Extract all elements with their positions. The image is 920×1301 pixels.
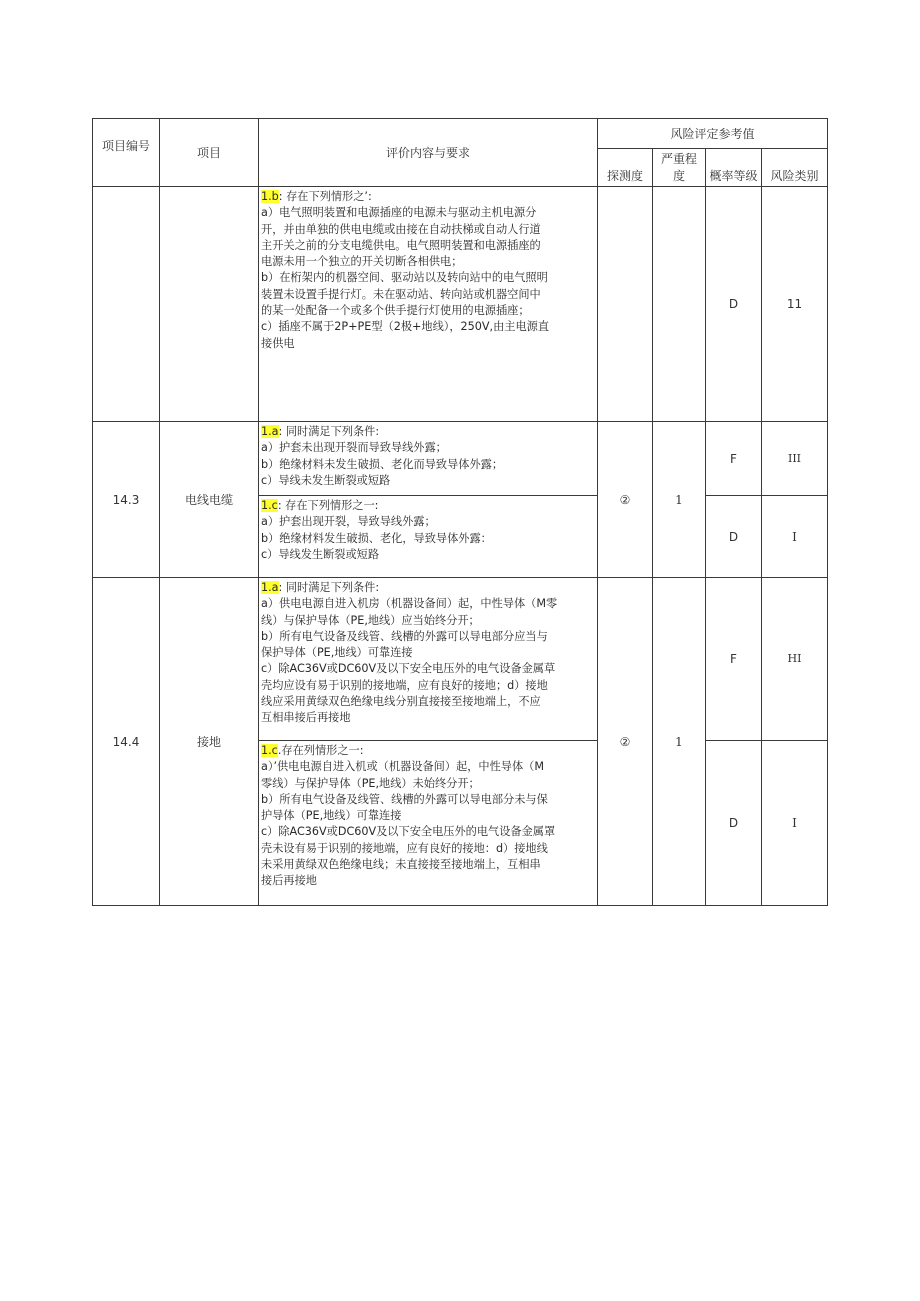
content-line — [261, 824, 595, 840]
header-severity-line2: 度 — [672, 168, 685, 183]
content-line-text: a）电气照明装置和电源插座的电源未与驱动主机电源分 — [261, 206, 537, 220]
content-line-text: 接后再接地 — [261, 874, 317, 888]
content-line — [261, 254, 595, 270]
content-line — [261, 841, 595, 857]
content-line — [261, 424, 595, 440]
s143-c-probability: D — [706, 496, 762, 578]
content-line — [261, 498, 595, 514]
content-line-text: 线）与保护导体（PE,地线）应当始终分开； — [261, 613, 480, 627]
content-line — [261, 303, 595, 319]
content-line — [261, 205, 595, 221]
content-line — [261, 661, 595, 677]
s144-a-content — [259, 578, 598, 741]
content-line — [261, 514, 595, 530]
content-line-text: a）护套未出现开裂而导致导线外露； — [261, 441, 447, 455]
s144-a-lines — [261, 580, 595, 727]
content-line-text: : 存在下列情形之’: — [278, 190, 372, 203]
s144-severity: 1 — [653, 578, 706, 906]
content-line — [261, 547, 595, 563]
content-line — [261, 710, 595, 726]
highlighted-clause-number: 1.a — [261, 581, 279, 594]
content-line-text: 线应采用黄绿双色绝缘电线分别直接接至接地端上，不应 — [261, 695, 541, 709]
content-line — [261, 596, 595, 612]
highlighted-clause-number: 1.c — [261, 744, 278, 757]
content-line-text: a）供电电源自进入机房（机器设备间）起，中性导体（M零 — [261, 597, 558, 611]
row1-severity-cell — [653, 187, 706, 422]
content-line-text: 保护导体（PE,地线）可靠连接 — [261, 646, 413, 660]
content-line-text: c）导线发生断裂或短路 — [261, 547, 380, 561]
s143-a-category: III — [762, 422, 828, 496]
s144-c-content — [259, 741, 598, 906]
content-line — [261, 319, 595, 335]
content-line-text: c）除AC36V或DC60V及以下安全电压外的电气设备金属罩 — [261, 825, 556, 839]
s143-a-lines — [261, 424, 595, 489]
row1-lines — [261, 189, 595, 352]
content-line — [261, 473, 595, 489]
content-line-text: : 存在下列情形之一: — [277, 499, 379, 512]
content-line-text: 主开关之前的分支电缆供电。电气照明装置和电源插座的 — [261, 238, 541, 252]
content-line-text: c）插座不属于2P+PE型（2极+地线），250V,由主电源直 — [261, 320, 550, 334]
row1-item-cell — [160, 187, 259, 422]
content-line — [261, 645, 595, 661]
content-line-text: 壳均应设有易于识别的接地端，应有良好的接地；d）接地 — [261, 678, 548, 692]
content-line-text: .存在列情形之一: — [277, 744, 364, 757]
content-line-text: b）在桁架内的机器空间、驱动站以及转向站中的电气照明 — [261, 271, 548, 285]
content-line-text: b）绝缘材料未发生破损、老化而导致导体外露； — [261, 457, 504, 471]
content-line — [261, 613, 595, 629]
header-severity-line1: 严重程 — [660, 151, 697, 166]
s143-a-probability: F — [706, 422, 762, 496]
header-project-id: 项目编号 — [93, 119, 160, 187]
content-line-text: 互相串接后再接地 — [261, 711, 351, 725]
content-line — [261, 808, 595, 824]
row1-content — [259, 187, 598, 422]
content-line — [261, 222, 595, 238]
s143-name: 电线电缆 — [160, 422, 259, 578]
content-line — [261, 287, 595, 303]
content-line — [261, 857, 595, 873]
content-line-text: b）所有电气设备及线管、线槽的外露可以导电部分未与保 — [261, 792, 548, 806]
s143-detectability: ② — [598, 422, 653, 578]
highlighted-clause-number: 1.b — [261, 190, 279, 203]
content-line — [261, 457, 595, 473]
s143-a-content — [259, 422, 598, 496]
content-line-text: a）’供电电源自进入机或（机器设备间）起，中性导体（M — [261, 760, 544, 774]
content-line-text: 护导体（PE,地线）可靠连接 — [261, 809, 402, 823]
s143-severity: 1 — [653, 422, 706, 578]
content-line-text: 装置未设置手提行灯。未在驱动站、转向站或机器空间中 — [261, 287, 541, 301]
header-category: 风险类别 — [762, 149, 828, 187]
content-line — [261, 678, 595, 694]
content-line — [261, 440, 595, 456]
risk-evaluation-table — [92, 118, 828, 906]
content-line — [261, 238, 595, 254]
s144-c-category: I — [762, 741, 828, 906]
content-line — [261, 792, 595, 808]
row1-id-cell — [93, 187, 160, 422]
header-risk-reference: 风险评定参考值 — [598, 119, 828, 149]
content-line-text: : 同时满足下列条件: — [278, 581, 380, 594]
header-probability: 概率等级 — [706, 149, 762, 187]
content-line-text: 零线）与保护导体（PE,地线）未始终分开； — [261, 776, 480, 790]
content-line — [261, 336, 595, 352]
s143-c-content — [259, 496, 598, 578]
row1-detect-cell — [598, 187, 653, 422]
header-project: 项目 — [160, 119, 259, 187]
row1-category: 11 — [762, 187, 828, 422]
s143-c-category: I — [762, 496, 828, 578]
content-line-text: 电源未用一个独立的开关切断各相供电； — [261, 255, 463, 269]
content-line — [261, 580, 595, 596]
s144-c-probability: D — [706, 741, 762, 906]
header-severity — [653, 149, 706, 187]
content-line — [261, 776, 595, 792]
content-line-text: c）导线未发生断裂或短路 — [261, 473, 391, 487]
content-line-text: c）除AC36V或DC60V及以下安全电压外的电气设备金属草 — [261, 662, 556, 676]
header-detectability: 探测度 — [598, 149, 653, 187]
content-line-text: 壳未设有易于识别的接地端，应有良好的接地：d）接地线 — [261, 841, 548, 855]
content-line-text: 未采用黄绿双色绝缘电线；未直接接至接地端上，互相串 — [261, 858, 541, 872]
s143-c-lines — [261, 498, 595, 563]
s144-c-lines — [261, 743, 595, 890]
content-line — [261, 189, 595, 205]
highlighted-clause-number: 1.a — [261, 425, 279, 438]
row1-probability: D — [706, 187, 762, 422]
content-line-text: : 同时满足下列条件: — [278, 425, 380, 438]
content-line — [261, 629, 595, 645]
content-line-text: 的某一处配备一个或多个供手提行灯使用的电源插座； — [261, 304, 530, 318]
s144-a-category: HI — [762, 578, 828, 741]
s144-id: 14.4 — [93, 578, 160, 906]
header-content: 评价内容与要求 — [259, 119, 598, 187]
content-line — [261, 759, 595, 775]
content-line-text: a）护套出现开裂，导致导线外露； — [261, 515, 436, 529]
content-line — [261, 531, 595, 547]
s144-name: 接地 — [160, 578, 259, 906]
content-line — [261, 270, 595, 286]
content-line — [261, 694, 595, 710]
s143-id: 14.3 — [93, 422, 160, 578]
highlighted-clause-number: 1.c — [261, 499, 278, 512]
s144-a-probability: F — [706, 578, 762, 741]
content-line-text: 开，并由单独的供电电缆或由接在自动扶梯或自动人行道 — [261, 222, 541, 236]
content-line-text: b）绝缘材料发生破损、老化，导致导体外露： — [261, 531, 492, 545]
content-line-text: b）所有电气设备及线管、线槽的外露可以导电部分应当与 — [261, 629, 548, 643]
content-line — [261, 743, 595, 759]
content-line-text: 接供电 — [261, 336, 295, 350]
content-line — [261, 873, 595, 889]
s144-detectability: ② — [598, 578, 653, 906]
